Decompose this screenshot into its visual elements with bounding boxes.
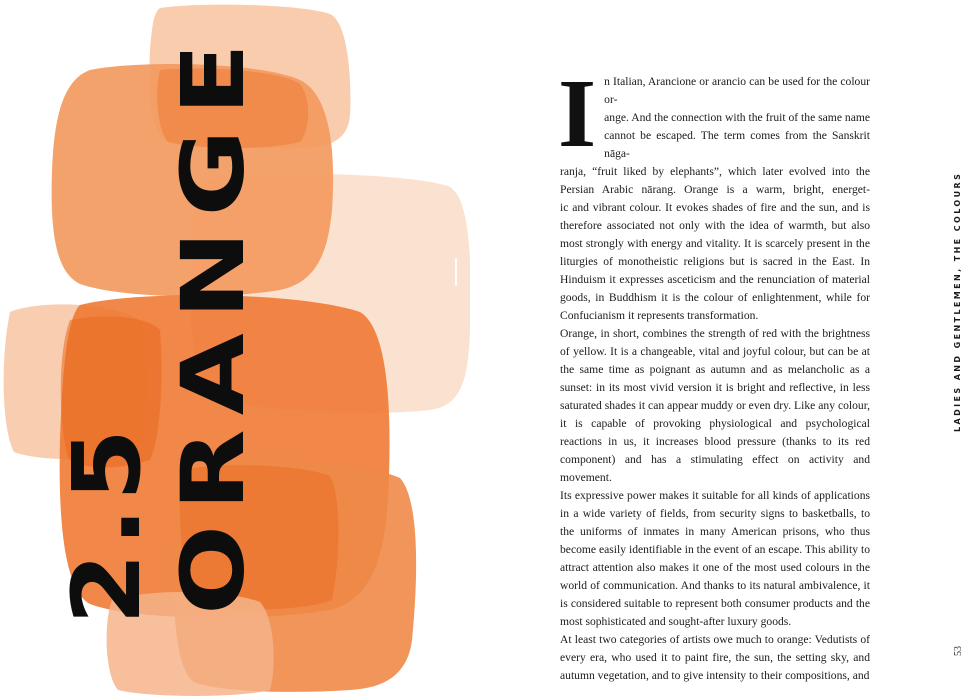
chapter-title: ORANGE xyxy=(162,29,264,615)
paragraph-3: Its expressive power makes it suitable for all kinds of applications in a wide variety of fields, from security signs to basketballs, to the uniforms of inmates in many American prisons, who thus become easily identifiable in the event of an escape. This ability to attract attention also makes it one of the most used colours in the world of communication. And thanks to its natural ambivalence, it is considered suitable to represent both consumer products and the most sophisticated and sought-after luxury goods. xyxy=(560,489,870,628)
intro-line: ange. And the connection with the fruit of the same name xyxy=(604,111,870,124)
page-number: 53 xyxy=(953,646,964,656)
orange-blob-lower-overlap xyxy=(180,465,339,609)
paragraph-4: At least two categories of artists owe much to orange: Vedutists of every era, who used it to paint fire, the sun, the setting sky, and autumn vegetation, and to give intensity to their compositions, and xyxy=(560,633,870,682)
first-paragraph xyxy=(558,60,870,325)
running-head: LADIES AND GENTLEMEN, THE COLOURS xyxy=(953,171,962,432)
light-blob-bottom xyxy=(107,592,274,696)
orange-blob-large-overlap xyxy=(61,316,162,467)
paragraph-1-continuation: ic and vibrant colour. It evokes shades of fire and the sun, and is therefore associated not only with the idea of warmth, but also most strongly with energy and vitality. It is scarcely present in the liturgies of monotheistic religions but is sacred in the East. In Hinduism it expresses asceticism and the renunciation of material goods, in Buddhism it is the colour of enlightenment, while for Confucianism it represents transformation. xyxy=(560,201,870,322)
watercolor-illustration xyxy=(0,0,470,700)
intro-line: ranja, “fruit liked by elephants”, which later evolved into the xyxy=(560,165,870,178)
intro-line: Persian Arabic nārang. Orange is a warm, bright, energet- xyxy=(560,183,870,196)
intro-line: n Italian, Arancione or arancio can be used for the colour or- xyxy=(604,75,870,106)
paragraph-2: Orange, in short, combines the strength of red with the brightness of yellow. It is a changeable, vital and joyful colour, but can be at the same time as poignant as autumn and as melancholic as a sunset: in its most vivid version it is bright and reflective, in less saturated shades it can appear muddy or even dry. Like any colour, it is capable of provoking physiological and psychological reactions in us, it increases blood pressure (thanks to its red component) and has a stimulating effect on activity and movement. xyxy=(560,327,870,484)
body-text xyxy=(558,60,870,685)
chapter-number: 2.5 xyxy=(51,422,162,625)
orange-blob-upper-overlap xyxy=(157,69,308,148)
drop-cap: I xyxy=(558,60,597,168)
paint-highlight xyxy=(455,258,457,286)
intro-line: cannot be escaped. The term comes from the Sanskrit nāga- xyxy=(604,129,870,160)
